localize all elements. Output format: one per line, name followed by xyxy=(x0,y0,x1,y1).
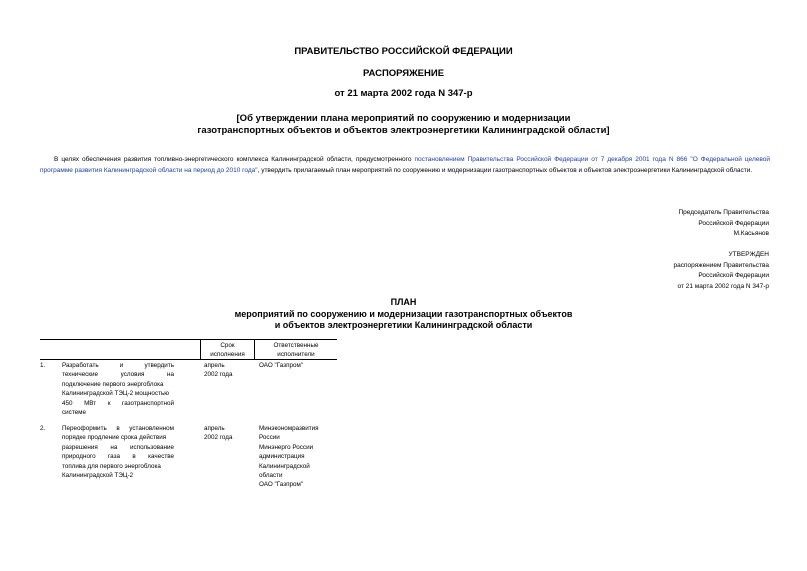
deadline-line: апрель xyxy=(204,362,225,369)
approval-line-4: от 21 марта 2002 года N 347-р xyxy=(677,282,769,290)
responsible-line: России xyxy=(259,434,280,442)
responsible-line: Калининградской xyxy=(259,462,310,470)
task-line: Калининградской ТЭЦ-2 мощностью xyxy=(62,390,169,398)
table-row-2-number: 2. xyxy=(40,425,46,432)
government-heading: ПРАВИТЕЛЬСТВО РОССИЙСКОЙ ФЕДЕРАЦИИ xyxy=(294,46,513,57)
document-date: от 21 марта 2002 года N 347-р xyxy=(334,88,473,99)
plan-title: ПЛАН xyxy=(390,297,417,307)
responsible-line: ОАО "Газпром" xyxy=(259,362,304,369)
signature-block xyxy=(678,208,769,240)
title-line-1: [Об утверждении плана мероприятий по сооружению и модернизации xyxy=(236,113,571,124)
approval-block xyxy=(674,250,769,292)
approval-line-3: Российской Федерации xyxy=(698,272,769,279)
task-line: Разработать и утвердить xyxy=(62,362,174,369)
title-line-2: газотранспортных объектов и объектов электроэнергетики Калининградской области] xyxy=(197,125,610,136)
document-type: РАСПОРЯЖЕНИЕ xyxy=(362,68,445,79)
task-line: разрешения на использование xyxy=(62,443,174,451)
paragraph-text-end: , утвердить прилагаемый план мероприятий по сооружению и модернизации газотранспортных объектов и объектов электроэнергетики Калининградской области. xyxy=(257,166,753,174)
task-line: подключение первого энергоблока xyxy=(62,380,164,388)
table-row-2-responsible xyxy=(259,424,319,490)
task-line: топлива для первого энергоблока xyxy=(62,462,161,470)
table-top-rule xyxy=(40,339,337,340)
deadline-header-line-2: исполнения xyxy=(210,351,245,359)
signature-name: М.Касьянов xyxy=(733,230,769,237)
table-row-1-task xyxy=(62,361,174,417)
responsible-line: ОАО "Газпром" xyxy=(259,481,304,489)
responsible-line: Минэнерго России xyxy=(259,443,314,451)
signature-country: Российской Федерации xyxy=(698,219,769,227)
decree-paragraph xyxy=(40,155,770,176)
table-row-1-number: 1. xyxy=(40,362,46,369)
document-title xyxy=(0,113,807,137)
task-line: порядке продление срока действия xyxy=(62,434,167,442)
responsible-line: администрация xyxy=(259,453,305,461)
deadline-header-line-1: Срок xyxy=(220,342,235,349)
deadline-line: 2002 года xyxy=(204,434,233,442)
task-line: Калининградской ТЭЦ-2 xyxy=(62,472,134,480)
table-row-2-deadline xyxy=(204,424,232,443)
responsible-column-header xyxy=(255,341,337,360)
plan-subtitle-2: и объектов электроэнергетики Калининградской области xyxy=(274,320,533,330)
task-line: системе xyxy=(62,409,86,417)
responsible-header-line-2: исполнители xyxy=(277,351,315,359)
resolution-link[interactable]: постановлением Правительства Российской Федерации от 7 декабря 2001 года N 866 "О Федеральной целевой программе развития Калининградской области на период до 2010 года" xyxy=(40,156,770,174)
deadline-line: 2002 года xyxy=(204,371,233,379)
deadline-line: апрель xyxy=(204,425,225,432)
responsible-line: области xyxy=(259,472,283,480)
table-row-1-responsible xyxy=(259,361,303,370)
plan-heading xyxy=(0,297,807,332)
task-line: 450 МВт к газотранспортной xyxy=(62,399,174,407)
task-line: природного газа в качестве xyxy=(62,453,174,461)
table-row-2-task xyxy=(62,424,174,480)
paragraph-text-start: В целях обеспечения развития топливно-энергетического комплекса Калининградской области, предусмотренного xyxy=(54,156,415,163)
responsible-line: Минэкономразвития xyxy=(259,425,319,432)
signature-position: Председатель Правительства xyxy=(678,209,769,216)
task-line: технические условия на xyxy=(62,371,174,379)
responsible-header-line-1: Ответственные xyxy=(273,342,319,349)
approval-line-2: распоряжением Правительства xyxy=(673,261,769,269)
task-line: Переоформить в установленном xyxy=(62,425,174,432)
approval-heading: УТВЕРЖДЕН xyxy=(728,251,769,258)
deadline-column-header xyxy=(201,341,254,360)
plan-subtitle-1: мероприятий по сооружению и модернизации газотранспортных объектов xyxy=(234,308,573,319)
table-row-1-deadline xyxy=(204,361,232,380)
